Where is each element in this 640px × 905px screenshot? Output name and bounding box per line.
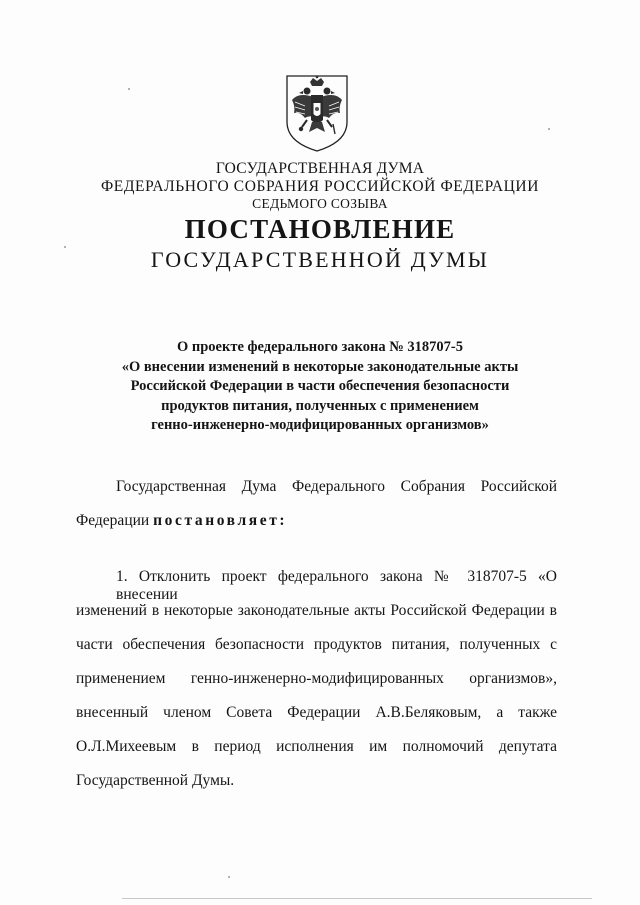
preamble-line: [76, 512, 557, 530]
preamble-text: Федерации: [76, 512, 154, 529]
scan-speck: [548, 128, 550, 130]
scan-speck: [128, 88, 130, 90]
preamble-line: Государственная Дума Федерального Собрания Российской: [116, 478, 557, 495]
item1-line: внесенный членом Совета Федерации А.В.Беляковым, а также: [76, 704, 557, 721]
page-bottom-edge: [122, 898, 592, 899]
document-issuer-title: ГОСУДАРСТВЕННОЙ ДУМЫ: [150, 247, 490, 272]
document-type-title: ПОСТАНОВЛЕНИЕ: [184, 214, 456, 244]
resolves-keyword: постановляет:: [153, 512, 288, 529]
item1-line: О.Л.Михеевым в период исполнения им полномочий депутата: [76, 738, 557, 755]
org-name-line1: ГОСУДАРСТВЕННАЯ ДУМА: [215, 160, 425, 177]
subject-line: Российской Федерации в части обеспечения безопасности: [130, 378, 510, 394]
subject-line: «О внесении изменений в некоторые законодательные акты: [121, 358, 519, 375]
subject-line: О проекте федерального закона № 318707-5: [176, 339, 464, 355]
scan-speck: [228, 876, 230, 878]
document-subject: [60, 338, 580, 436]
item1-line: Государственной Думы.: [76, 772, 235, 789]
org-name-line2: ФЕДЕРАЛЬНОГО СОБРАНИЯ РОССИЙСКОЙ ФЕДЕРАЦИИ: [100, 178, 540, 195]
item1-line: 1. Отклонить проект федерального закона № 318707-5 «О внесении: [116, 568, 557, 603]
subject-line: продуктов питания, полученных с применением: [161, 397, 479, 414]
item1-line: применением генно-инженерно-модифицированных организмов»,: [76, 670, 557, 687]
convocation-line: СЕДЬМОГО СОЗЫВА: [252, 196, 388, 211]
scan-speck: [64, 246, 66, 248]
item1-line: части обеспечения безопасности продуктов питания, полученных с: [76, 636, 557, 653]
item1-line: изменений в некоторые законодательные акты Российской Федерации в: [76, 602, 557, 619]
subject-line: генно-инженерно-модифицированных организмов»: [151, 417, 489, 433]
russian-coat-of-arms-icon: [283, 72, 351, 154]
